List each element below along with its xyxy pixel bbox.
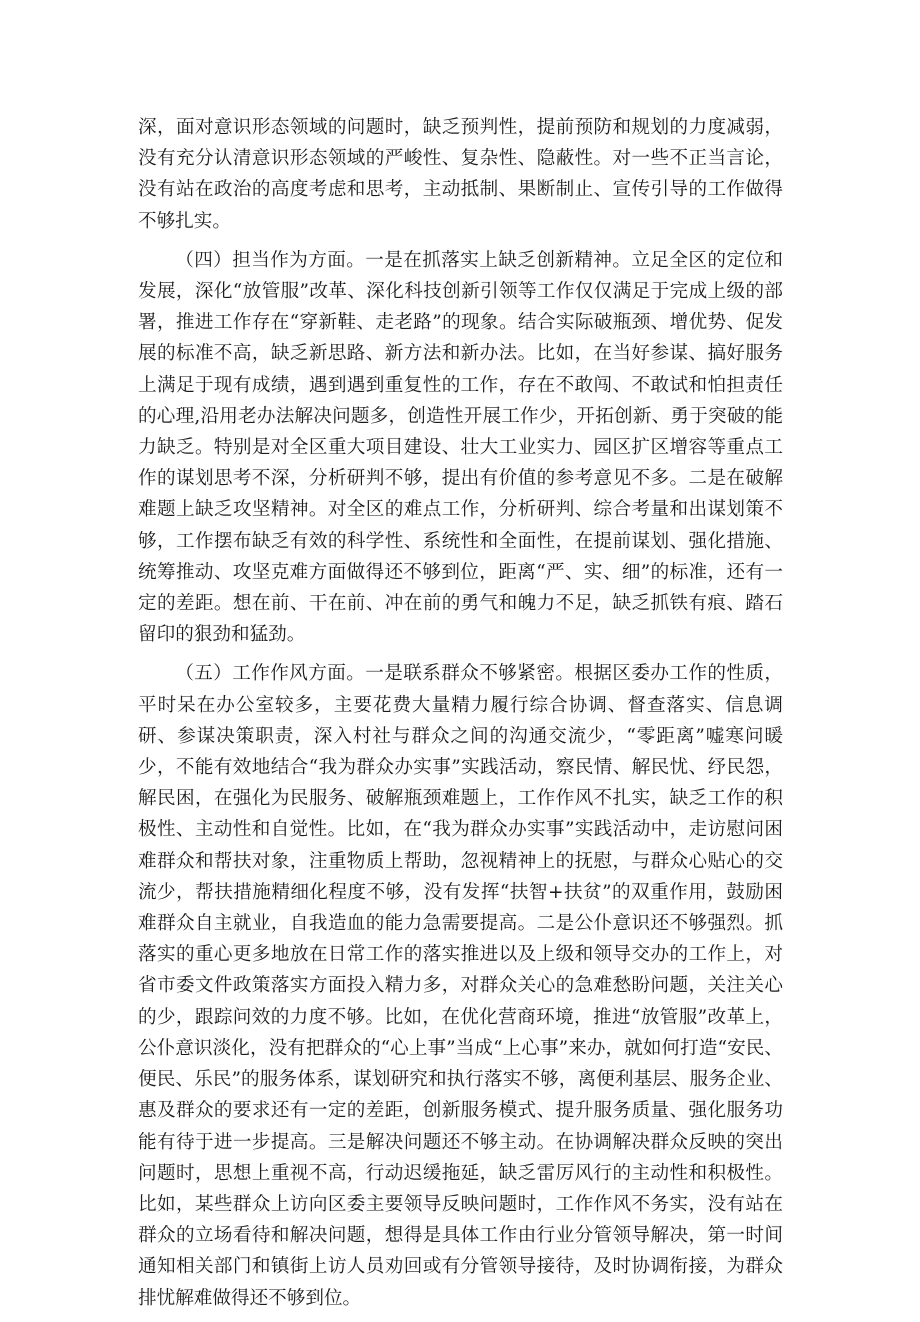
paragraph-section-four: （四）担当作为方面。一是在抓落实上缺乏创新精神。立足全区的定位和发展，深化“放管服”改革、深化科技创新引领等工作仅仅满足于完成上级的部署，推进工作存在“穿新鞋、走老路”的现象。结合实际破瓶颈、增优势、促发展的标准不高，缺乏新思路、新方法和新办法。比如，在当好参谋、搞好服务上满足于现有成绩，遇到遇到重复性的工作，存在不敢闯、不敢试和怕担责任的心理,沿用老办法解决问题多，创造性开展工作少，开拓创新、勇于突破的能力缺乏。特别是对全区重大项目建设、壮大工业实力、园区扩区增容等重点工作的谋划思考不深，分析研判不够，提出有价值的参考意见不多。二是在破解难题上缺乏攻坚精神。对全区的难点工作，分析研判、综合考量和出谋划策不够，工作摆布缺乏有效的科学性、系统性和全面性，在提前谋划、强化措施、统筹推动、攻坚克难方面做得还不够到位，距离“严、实、细”的标准，还有一定的差距。想在前、干在前、冲在前的勇气和魄力不足，缺乏抓铁有痕、踏石留印的狠劲和猛劲。 [138,249,783,646]
paragraph-continuation: 深，面对意识形态领域的问题时，缺乏预判性，提前预防和规划的力度减弱，没有充分认清意识形态领域的严峻性、复杂性、隐蔽性。对一些不正当言论，没有站在政治的高度考虑和思考，主动抵制、果断制止、宣传引导的工作做得不够扎实。 [138,117,783,232]
document-body [138,112,783,1322]
paragraph-section-five: （五）工作作风方面。一是联系群众不够紧密。根据区委办工作的性质，平时呆在办公室较多，主要花费大量精力履行综合协调、督查落实、信息调研、参谋决策职责，深入村社与群众之间的沟通交流少，“零距离”嘘寒问暖少，不能有效地结合“我为群众办实事”实践活动，察民情、解民忧、纾民怨，解民困，在强化为民服务、破解瓶颈难题上，工作作风不扎实，缺乏工作的积极性、主动性和自觉性。比如，在“我为群众办实事”实践活动中，走访慰问困难群众和帮扶对象，注重物质上帮助，忽视精神上的抚慰，与群众心贴心的交流少，帮扶措施精细化程度不够，没有发挥“扶智+扶贫”的双重作用，鼓励困难群众自主就业，自我造血的能力急需要提高。二是公仆意识还不够强烈。抓落实的重心更多地放在日常工作的落实推进以及上级和领导交办的工作上，对省市委文件政策落实方面投入精力多，对群众关心的急难愁盼问题，关注关心的少，跟踪问效的力度不够。比如，在优化营商环境，推进“放管服”改革上，公仆意识淡化，没有把群众的“心上事”当成“上心事”来办，就如何打造“安民、便民、乐民”的服务体系，谋划研究和执行落实不够，离便利基层、服务企业、惠及群众的要求还有一定的差距，创新服务模式、提升服务质量、强化服务功能有待于进一步提高。三是解决问题还不够主动。在协调解决群众反映的突出问题时，思想上重视不高，行动迟缓拖延，缺乏雷厉风行的主动性和积极性。比如，某些群众上访向区委主要领导反映问题时，工作作风不务实，没有站在群众的立场看待和解决问题，想得是具体工作由行业分管领导解决，第一时间通知相关部门和镇街上访人员劝回或有分管领导接待，及时协调衔接，为群众排忧解难做得还不够到位。 [138,663,783,1309]
